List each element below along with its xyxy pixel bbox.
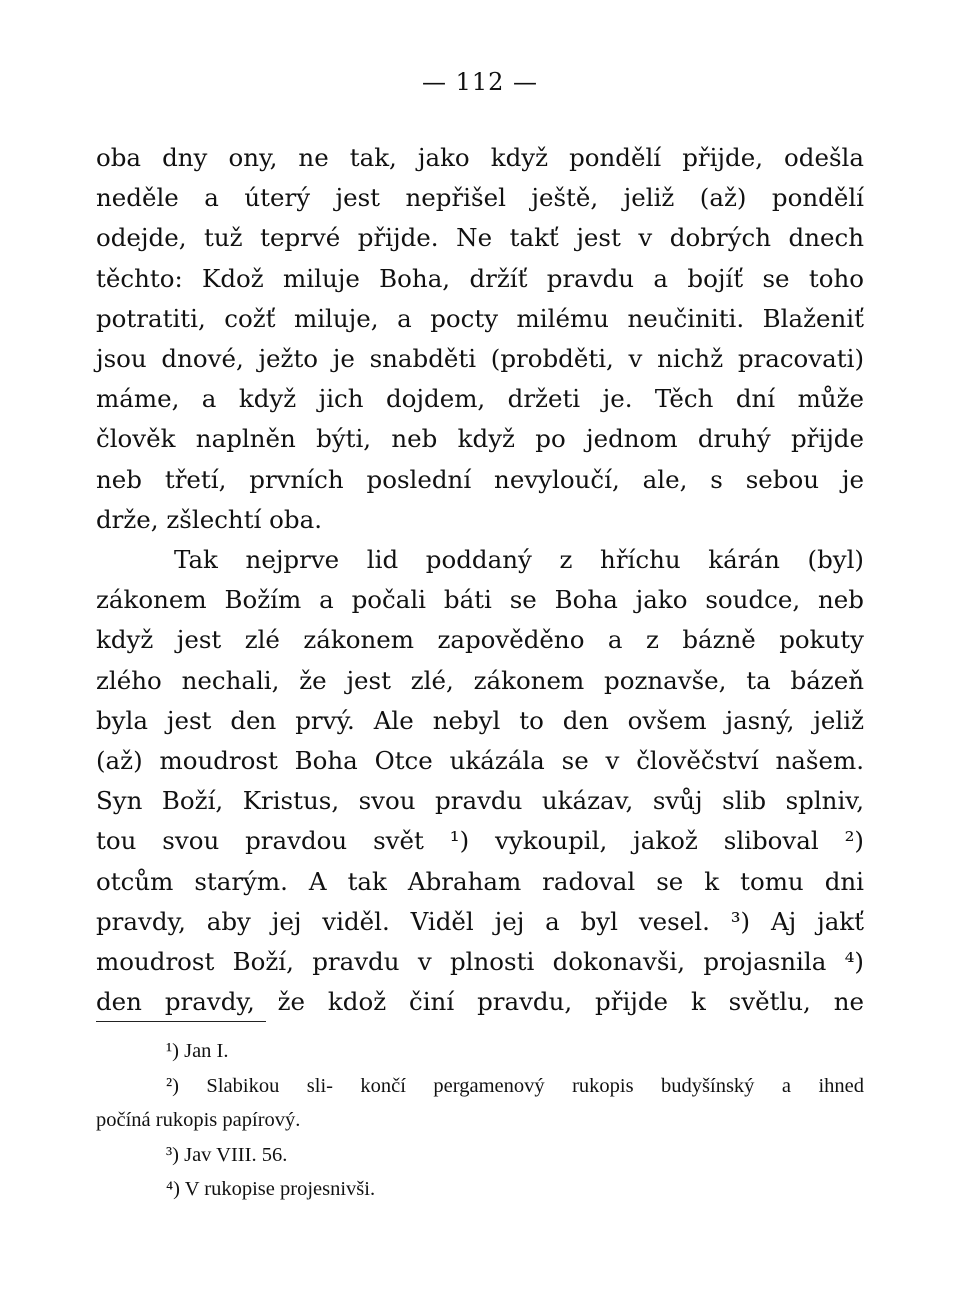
text-line: Syn Boží, Kristus, svou pravdu ukázav, svůj slib splniv, (96, 786, 864, 816)
text-line: máme, a když jich dojdem, držeti je. Těch dní může (96, 384, 864, 414)
footnote-4: ⁴) V rukopise projesnivši. (166, 1178, 376, 1200)
text-line: zákonem Božím a počali báti se Boha jako soudce, neb (96, 585, 864, 615)
text-line: člověk naplněn býti, neb když po jednom druhý přijde (96, 424, 864, 454)
text-line: (až) moudrost Boha Otce ukázála se v člověčství našem. (96, 745, 864, 775)
footnote-1: ¹) Jan I. (166, 1040, 229, 1062)
text-line: neděle a úterý jest nepřišel ještě, jeliž (až) pondělí (96, 183, 864, 213)
paragraph-1 (96, 138, 864, 540)
text-line: odejde, tuž teprvé přijde. Ne takť jest v dobrých dnech (96, 223, 864, 253)
text-line: Tak nejprve lid poddaný z hříchu kárán (byl) (174, 545, 864, 574)
text-line: zlého nechali, že jest zlé, zákonem poznavše, ta bázeň (96, 665, 864, 695)
text-line: byla jest den prvý. Ale nebyl to den ovšem jasný, jeliž (96, 705, 864, 735)
text-line: drže, zšlechtí oba. (96, 504, 322, 534)
footnote-2-continuation: počíná rukopis papírový. (96, 1109, 301, 1131)
text-line: když jest zlé zákonem zapověděno a z bázně pokuty (96, 625, 864, 655)
text-line: pravdy, aby jej viděl. Viděl jej a byl vesel. ³) Aj jakť (96, 906, 864, 936)
footnotes (96, 1034, 864, 1207)
text-line: těchto: Kdož miluje Boha, držíť pravdu a bojíť se toho (96, 263, 864, 293)
text-line: moudrost Boží, pravdu v plnosti dokonavši, projasnila ⁴) (96, 946, 864, 976)
page-number: — 112 — (421, 68, 539, 96)
text-line: otcům starým. A tak Abraham radoval se k tomu dni (96, 866, 864, 896)
footnote-2: ²) Slabikou sli- končí pergamenový rukopis budyšínský a ihned (166, 1074, 864, 1097)
text-line: tou svou pravdou svět ¹) vykoupil, jakož sliboval ²) (96, 826, 864, 856)
text-line: oba dny ony, ne tak, jako když pondělí přijde, odešla (96, 143, 864, 172)
paragraph-2 (96, 540, 864, 1022)
footnote-divider (96, 1021, 266, 1022)
text-line: neb třetí, prvních poslední nevyloučí, ale, s sebou je (96, 464, 864, 494)
footnote-3: ³) Jav VIII. 56. (166, 1143, 288, 1166)
text-line: potratiti, cožť miluje, a pocty milému neučiniti. Blaženiť (96, 303, 864, 333)
text-line: jsou dnové, ježto je snabděti (probděti, v nichž pracovati) (96, 343, 864, 373)
text-line: den pravdy, že kdož činí pravdu, přijde k světlu, ne (96, 987, 864, 1017)
